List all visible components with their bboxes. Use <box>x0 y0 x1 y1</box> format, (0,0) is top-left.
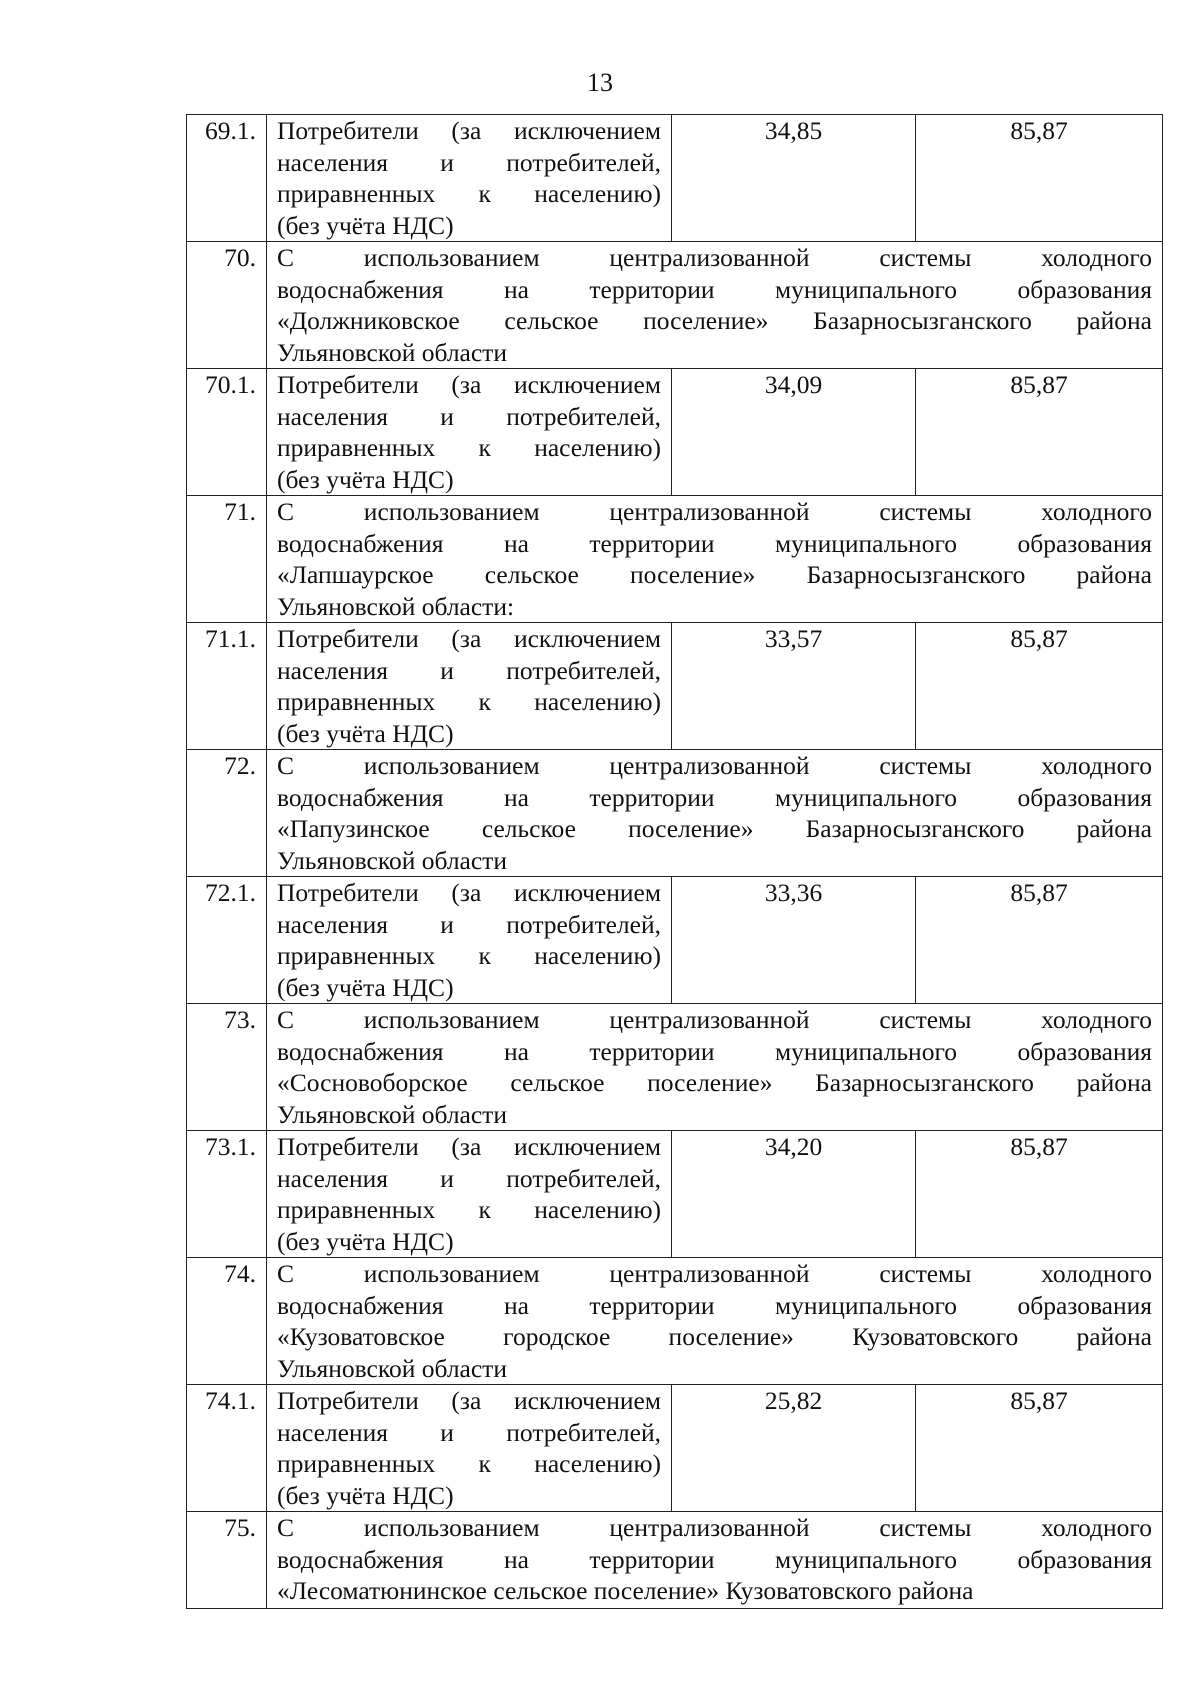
row-number: 69.1. <box>187 115 267 242</box>
description-line: Потребители (за исключением <box>277 116 661 145</box>
section-header-row <box>187 496 1163 623</box>
tariff-row <box>187 1385 1163 1512</box>
row-number: 71.1. <box>187 623 267 750</box>
tariff-table <box>186 114 1163 1609</box>
description-line: населения и потребителей, <box>277 655 661 685</box>
tariff-value-1: 33,57 <box>672 623 916 750</box>
tariff-value-2: 85,87 <box>916 369 1163 496</box>
description-line: С использованием централизованной системы холодного <box>277 1259 1152 1288</box>
consumer-description <box>267 623 672 750</box>
description-line: населения и потребителей, <box>277 1163 661 1193</box>
tariff-value-2: 85,87 <box>916 877 1163 1004</box>
row-number: 75. <box>187 1512 267 1609</box>
tariff-value-2: 85,87 <box>916 623 1163 750</box>
description-line: населения и потребителей, <box>277 147 661 177</box>
description-line: (без учёта НДС) <box>277 1226 454 1256</box>
row-number: 71. <box>187 496 267 623</box>
section-description <box>267 750 1163 877</box>
tariff-value-1: 34,85 <box>672 115 916 242</box>
description-line: Потребители (за исключением <box>277 1386 661 1415</box>
tariff-value-2: 85,87 <box>916 1385 1163 1512</box>
description-line: Ульяновской области: <box>277 591 515 621</box>
tariff-row <box>187 1131 1163 1258</box>
page-number: 13 <box>587 68 613 97</box>
consumer-description <box>267 115 672 242</box>
description-line: Ульяновской области <box>277 845 507 875</box>
row-number: 70.1. <box>187 369 267 496</box>
consumer-description <box>267 1131 672 1258</box>
section-header-row <box>187 750 1163 877</box>
consumer-description <box>267 1385 672 1512</box>
description-line: водоснабжения на территории муниципального образования <box>277 1290 1152 1320</box>
section-header-row <box>187 1258 1163 1385</box>
section-header-row <box>187 1004 1163 1131</box>
section-description <box>267 496 1163 623</box>
description-line: С использованием централизованной системы холодного <box>277 497 1152 526</box>
description-line: населения и потребителей, <box>277 909 661 939</box>
description-line: «Папузинское сельское поселение» Базарносызганского района <box>277 814 1152 843</box>
description-line: Потребители (за исключением <box>277 1132 661 1161</box>
description-line: населения и потребителей, <box>277 401 661 431</box>
consumer-description <box>267 877 672 1004</box>
description-line: «Должниковское сельское поселение» Базарносызганского района <box>277 306 1152 335</box>
row-number: 70. <box>187 242 267 369</box>
description-line: приравненных к населению) <box>277 687 661 716</box>
description-line: водоснабжения на территории муниципального образования <box>277 1544 1152 1574</box>
description-line: водоснабжения на территории муниципального образования <box>277 528 1152 558</box>
tariff-row <box>187 115 1163 242</box>
row-number: 72.1. <box>187 877 267 1004</box>
description-line: Ульяновской области <box>277 337 507 367</box>
description-line: Ульяновской области <box>277 1099 507 1129</box>
description-line: «Лесоматюнинское сельское поселение» Кузоватовского района <box>277 1576 974 1605</box>
description-line: С использованием централизованной системы холодного <box>277 1005 1152 1034</box>
tariff-row <box>187 623 1163 750</box>
tariff-row <box>187 369 1163 496</box>
section-description <box>267 1258 1163 1385</box>
description-line: приравненных к населению) <box>277 1449 661 1478</box>
description-line: Потребители (за исключением <box>277 370 661 399</box>
tariff-value-2: 85,87 <box>916 1131 1163 1258</box>
consumer-description <box>267 369 672 496</box>
description-line: водоснабжения на территории муниципального образования <box>277 782 1152 812</box>
description-line: водоснабжения на территории муниципального образования <box>277 274 1152 304</box>
row-number: 73.1. <box>187 1131 267 1258</box>
description-line: водоснабжения на территории муниципального образования <box>277 1036 1152 1066</box>
description-line: (без учёта НДС) <box>277 1480 454 1510</box>
description-line: населения и потребителей, <box>277 1417 661 1447</box>
description-line: (без учёта НДС) <box>277 464 454 494</box>
row-number: 73. <box>187 1004 267 1131</box>
description-line: «Кузоватовское городское поселение» Кузоватовского района <box>277 1322 1152 1351</box>
section-header-row <box>187 1512 1163 1609</box>
description-line: С использованием централизованной системы холодного <box>277 1513 1152 1542</box>
tariff-table-body <box>187 115 1163 1609</box>
section-description <box>267 1512 1163 1609</box>
section-header-row <box>187 242 1163 369</box>
description-line: приравненных к населению) <box>277 1195 661 1224</box>
section-description <box>267 1004 1163 1131</box>
tariff-value-2: 85,87 <box>916 115 1163 242</box>
tariff-row <box>187 877 1163 1004</box>
description-line: «Сосновоборское сельское поселение» Базарносызганского района <box>277 1068 1152 1097</box>
tariff-value-1: 34,09 <box>672 369 916 496</box>
description-line: приравненных к населению) <box>277 941 661 970</box>
section-description <box>267 242 1163 369</box>
description-line: С использованием централизованной системы холодного <box>277 243 1152 272</box>
row-number: 72. <box>187 750 267 877</box>
description-line: приравненных к населению) <box>277 179 661 208</box>
description-line: (без учёта НДС) <box>277 210 454 240</box>
row-number: 74. <box>187 1258 267 1385</box>
description-line: приравненных к населению) <box>277 433 661 462</box>
tariff-value-1: 25,82 <box>672 1385 916 1512</box>
row-number: 74.1. <box>187 1385 267 1512</box>
description-line: «Лапшаурское сельское поселение» Базарносызганского района <box>277 560 1152 589</box>
tariff-value-1: 34,20 <box>672 1131 916 1258</box>
description-line: Потребители (за исключением <box>277 878 661 907</box>
description-line: (без учёта НДС) <box>277 718 454 748</box>
description-line: Потребители (за исключением <box>277 624 661 653</box>
description-line: С использованием централизованной системы холодного <box>277 751 1152 780</box>
description-line: Ульяновской области <box>277 1353 507 1383</box>
description-line: (без учёта НДС) <box>277 972 454 1002</box>
tariff-value-1: 33,36 <box>672 877 916 1004</box>
